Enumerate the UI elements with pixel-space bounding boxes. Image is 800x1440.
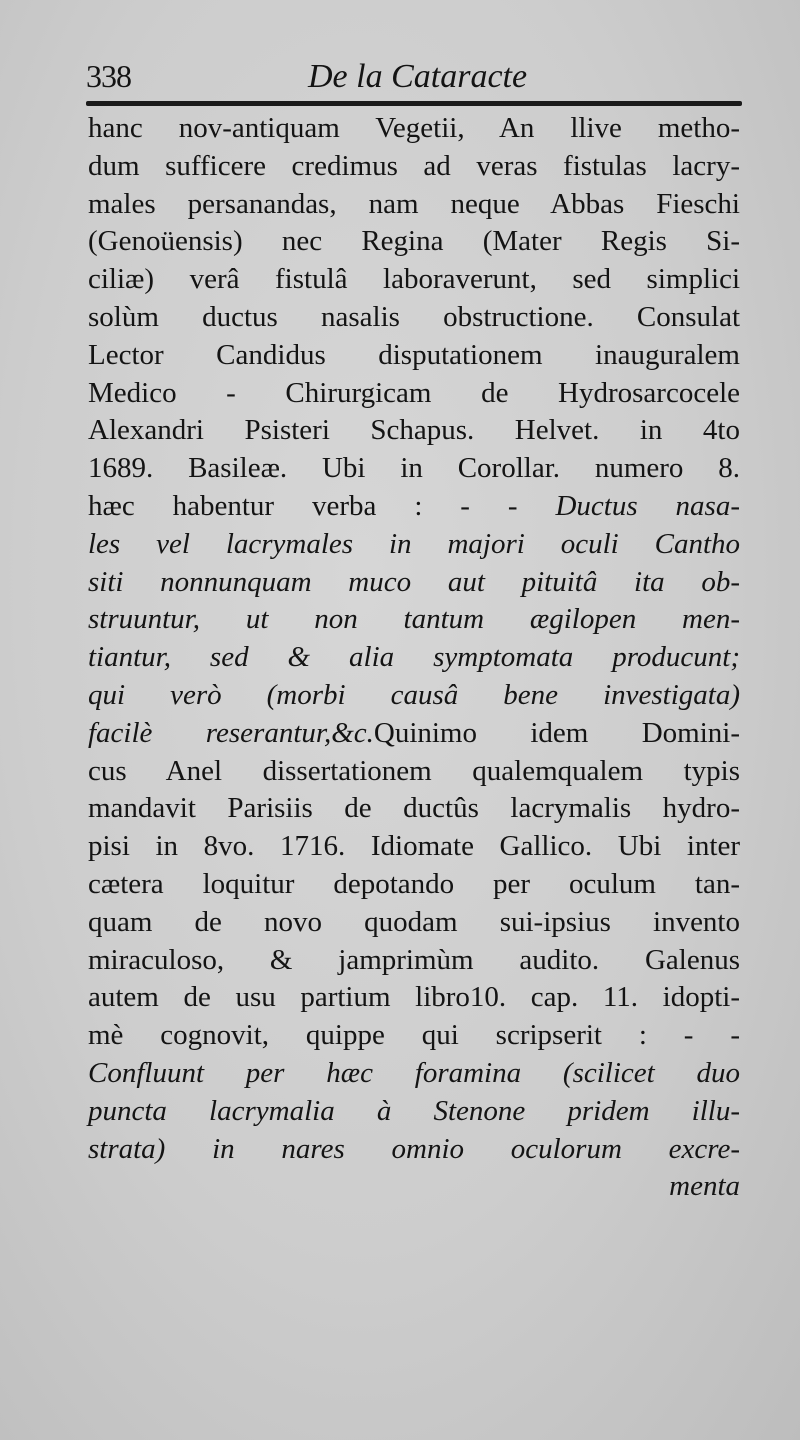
body-text — [88, 110, 740, 1206]
text-line: dum sufficere credimus ad veras fistulas lacry- — [88, 149, 740, 182]
text-line: (Genoüensis) nec Regina (Mater Regis Si- — [88, 225, 740, 258]
text-line: Alexandri Psisteri Schapus. Helvet. in 4to — [88, 414, 740, 447]
text-line — [88, 488, 740, 526]
roman-span: hæc habentur verba : - - — [88, 489, 556, 522]
text-line: siti nonnunquam muco aut pituitâ ita ob- — [88, 565, 740, 598]
text-line: males persanandas, nam neque Abbas Fieschi — [88, 187, 740, 220]
text-line: mandavit Parisiis de ductûs lacrymalis hydro- — [88, 792, 740, 825]
text-line: qui verò (morbi causâ bene investigata) — [88, 678, 740, 711]
text-line: 1689. Basileæ. Ubi in Corollar. numero 8. — [88, 452, 740, 485]
text-line — [88, 715, 740, 753]
text-line: Medico - Chirurgicam de Hydrosarcocele — [88, 376, 740, 409]
text-line: cætera loquitur depotando per oculum tan- — [88, 867, 740, 900]
text-line: strata) in nares omnio oculorum excre- — [88, 1132, 740, 1165]
roman-span: Quinimo idem Domini- — [373, 716, 740, 749]
italic-span: facilè reserantur,&c. — [88, 716, 374, 749]
text-line: puncta lacrymalia à Stenone pridem illu- — [88, 1094, 740, 1127]
text-line: tiantur, sed & alia symptomata producunt; — [88, 641, 740, 674]
text-line: menta — [669, 1170, 740, 1203]
text-line: miraculoso, & jamprimùm audito. Galenus — [88, 943, 740, 976]
text-line: quam de novo quodam sui-ipsius invento — [88, 905, 740, 938]
text-line: autem de usu partium libro10. cap. 11. idopti- — [88, 981, 740, 1014]
page-number: 338 — [86, 58, 131, 94]
text-line: Confluunt per hæc foramina (scilicet duo — [88, 1056, 740, 1089]
running-title: De la Cataracte — [308, 58, 528, 95]
text-line: pisi in 8vo. 1716. Idiomate Gallico. Ubi inter — [88, 830, 740, 863]
text-line: les vel lacrymales in majori oculi Cantho — [88, 527, 740, 560]
text-line: cus Anel dissertationem qualemqualem typis — [88, 754, 740, 787]
text-line: struuntur, ut non tantum ægilopen men- — [88, 603, 740, 636]
text-line: Lector Candidus disputationem inauguralem — [88, 338, 740, 371]
text-line: solùm ductus nasalis obstructione. Consulat — [88, 300, 740, 333]
text-line: hanc nov-antiquam Vegetii, An llive metho- — [88, 112, 740, 144]
text-line: ciliæ) verâ fistulâ laboraverunt, sed simplici — [88, 263, 740, 296]
page-header — [86, 50, 740, 100]
italic-span: Ductus nasa- — [555, 489, 740, 522]
header-rule — [86, 101, 742, 106]
text-line: mè cognovit, quippe qui scripserit : - - — [88, 1019, 740, 1052]
